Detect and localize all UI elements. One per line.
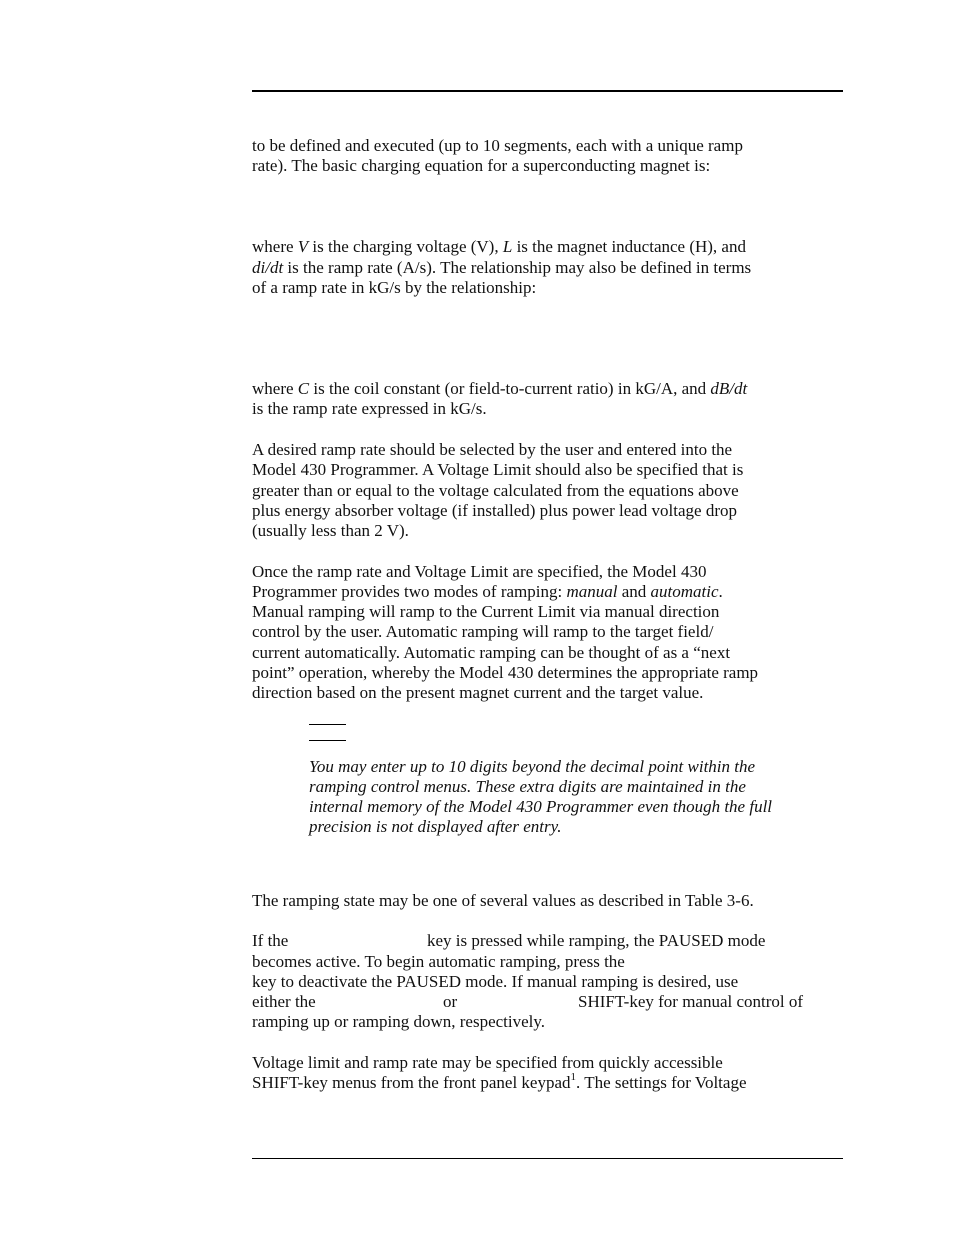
paragraph-line: greater than or equal to the voltage calculated from the equations above xyxy=(252,481,739,500)
footer-rule xyxy=(252,1158,843,1159)
paragraph-line: where V is the charging voltage (V), L is the magnet inductance (H), and xyxy=(252,237,746,256)
paragraph-line: either the xyxy=(252,992,316,1011)
paragraph-line: control by the user. Automatic ramping will ramp to the target field/ xyxy=(252,622,714,641)
variable-dbdt: dB/dt xyxy=(710,379,748,398)
paragraph-line: rate). The basic charging equation for a superconducting magnet is: xyxy=(252,156,711,175)
paragraph-line: If the xyxy=(252,931,289,950)
paragraph-line: where C is the coil constant (or field-to-current ratio) in kG/A, and dB/dt xyxy=(252,379,748,398)
paragraph-line: di/dt is the ramp rate (A/s). The relationship may also be defined in terms xyxy=(252,258,752,277)
paragraph-line: A desired ramp rate should be selected by the user and entered into the xyxy=(252,440,733,459)
variable-v: V xyxy=(297,237,309,256)
paragraph-line: Model 430 Programmer. A Voltage Limit should also be specified that is xyxy=(252,460,744,479)
paragraph-line: point” operation, whereby the Model 430 determines the appropriate ramp xyxy=(252,663,759,682)
paragraph-line: plus energy absorber voltage (if installed) plus power lead voltage drop xyxy=(252,501,737,520)
paragraph-line: Manual ramping will ramp to the Current Limit via manual direction xyxy=(252,602,720,621)
paragraph-line: ramping up or ramping down, respectively. xyxy=(252,1012,546,1031)
paragraph-line: to be defined and executed (up to 10 segments, each with a unique ramp xyxy=(252,136,743,155)
paragraph-line: (usually less than 2 V). xyxy=(252,521,409,540)
note-line: internal memory of the Model 430 Programmer even though the full xyxy=(309,797,773,816)
paragraph-line: SHIFT-key for manual control of xyxy=(578,992,804,1011)
note-line: You may enter up to 10 digits beyond the decimal point within the xyxy=(309,757,756,776)
header-rule xyxy=(252,90,843,92)
note-line: ramping control menus. These extra digits are maintained in the xyxy=(309,777,746,796)
note-line: precision is not displayed after entry. xyxy=(309,817,562,836)
paragraph-line: Programmer provides two modes of ramping: manual and automatic. xyxy=(252,582,723,601)
paragraph-line: of a ramp rate in kG/s by the relationship: xyxy=(252,278,537,297)
variable-c: C xyxy=(297,379,310,398)
variable-l: L xyxy=(502,237,513,256)
paragraph-line: direction based on the present magnet current and the target value. xyxy=(252,683,704,702)
paragraph-line: is the ramp rate expressed in kG/s. xyxy=(252,399,487,418)
term-automatic: automatic xyxy=(650,582,719,601)
paragraph-line: SHIFT-key menus from the front panel keypad$^1$. The settings for Voltage xyxy=(252,1071,747,1092)
paragraph-line: key is pressed while ramping, the PAUSED mode xyxy=(427,931,766,950)
paragraph-line: or xyxy=(443,992,458,1011)
paragraph-line: Voltage limit and ramp rate may be specified from quickly accessible xyxy=(252,1053,723,1072)
variable-didt: di/dt xyxy=(252,258,284,277)
note-rule-top xyxy=(309,724,346,725)
note-rule-bottom xyxy=(309,740,346,741)
paragraph-line: current automatically. Automatic ramping can be thought of as a “next xyxy=(252,643,731,662)
paragraph-line: The ramping state may be one of several values as described in Table 3-6. xyxy=(252,891,754,910)
term-manual: manual xyxy=(566,582,618,601)
footnote-marker: 1 xyxy=(570,1071,577,1084)
paragraph-line: Once the ramp rate and Voltage Limit are specified, the Model 430 xyxy=(252,562,707,581)
paragraph-line: becomes active. To begin automatic ramping, press the xyxy=(252,952,625,971)
paragraph-line: key to deactivate the PAUSED mode. If manual ramping is desired, use xyxy=(252,972,739,991)
